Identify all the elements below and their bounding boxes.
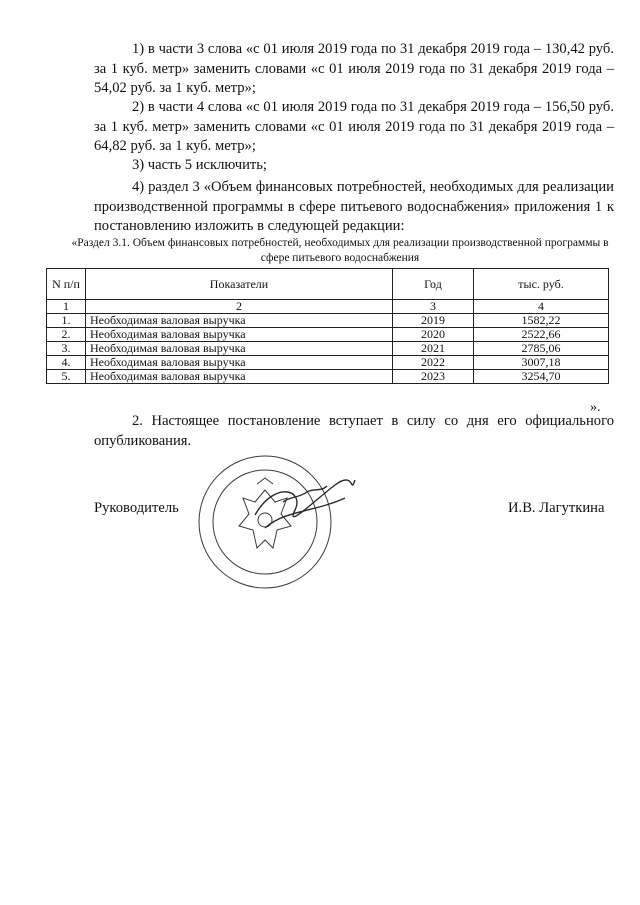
- row-year: 2019: [393, 314, 474, 328]
- row-indicator: Необходимая валовая выручка: [86, 356, 393, 370]
- seal-inner-ring: [213, 470, 317, 574]
- table-header-row: [47, 269, 609, 300]
- row-year: 2023: [393, 370, 474, 384]
- row-number: 2.: [47, 328, 86, 342]
- official-seal-icon: [195, 440, 395, 600]
- signer-name: И.В. Лагуткина: [508, 500, 605, 516]
- row-value: 3254,70: [474, 370, 609, 384]
- seal-outer-ring: [199, 456, 331, 588]
- column-number: 2: [86, 300, 393, 314]
- table-row: [47, 356, 609, 370]
- row-indicator: Необходимая валовая выручка: [86, 342, 393, 356]
- column-number: 4: [474, 300, 609, 314]
- paragraph-item-1: 1) в части 3 слова «с 01 июля 2019 года по 31 декабря 2019 года – 130,42 руб. за 1 куб. метр» заменить словами «с 01 июля 2019 года по 31 декабря 2019 года – 54,02 руб. за 1 куб. метр»;: [94, 41, 614, 96]
- column-number: 1: [47, 300, 86, 314]
- column-number: 3: [393, 300, 474, 314]
- eagle-emblem-icon: [239, 490, 291, 548]
- signature-icon: [255, 480, 355, 528]
- row-indicator: Необходимая валовая выручка: [86, 370, 393, 384]
- row-value: 3007,18: [474, 356, 609, 370]
- financial-needs-table: [46, 268, 609, 384]
- header-indicator: Показатели: [86, 269, 393, 300]
- table-caption: «Раздел 3.1. Объем финансовых потребностей, необходимых для реализации производственной программы в сфере питьевого водоснабжения: [71, 237, 609, 264]
- row-year: 2022: [393, 356, 474, 370]
- row-value: 2785,06: [474, 342, 609, 356]
- row-indicator: Необходимая валовая выручка: [86, 328, 393, 342]
- signer-role: Руководитель: [94, 500, 179, 516]
- header-number: N п/п: [47, 269, 86, 300]
- crown-icon: [257, 478, 273, 484]
- row-indicator: Необходимая валовая выручка: [86, 314, 393, 328]
- table-row: [47, 370, 609, 384]
- row-year: 2021: [393, 342, 474, 356]
- table-row: [47, 328, 609, 342]
- row-number: 4.: [47, 356, 86, 370]
- row-number: 5.: [47, 370, 86, 384]
- table-row: [47, 342, 609, 356]
- row-value: 1582,22: [474, 314, 609, 328]
- row-year: 2020: [393, 328, 474, 342]
- header-value: тыс. руб.: [474, 269, 609, 300]
- row-number: 1.: [47, 314, 86, 328]
- row-number: 3.: [47, 342, 86, 356]
- paragraph-item-3: 3) часть 5 исключить;: [132, 157, 267, 173]
- table-row: [47, 314, 609, 328]
- row-value: 2522,66: [474, 328, 609, 342]
- column-number-row: [47, 300, 609, 314]
- closing-quote: ».: [590, 400, 601, 415]
- paragraph-item-2: 2) в части 4 слова «с 01 июля 2019 года по 31 декабря 2019 года – 156,50 руб. за 1 куб. метр» заменить словами «с 01 июля 2019 года по 31 декабря 2019 года – 64,82 руб. за 1 куб. метр»;: [94, 99, 614, 154]
- paragraph-effective-date: 2. Настоящее постановление вступает в силу со дня его официального опубликования.: [94, 413, 614, 449]
- paragraph-item-4: 4) раздел 3 «Объем финансовых потребностей, необходимых для реализации производственной программы в сфере питьевого водоснабжения» приложения 1 к постановлению изложить в следующей редакции:: [94, 179, 614, 234]
- header-year: Год: [393, 269, 474, 300]
